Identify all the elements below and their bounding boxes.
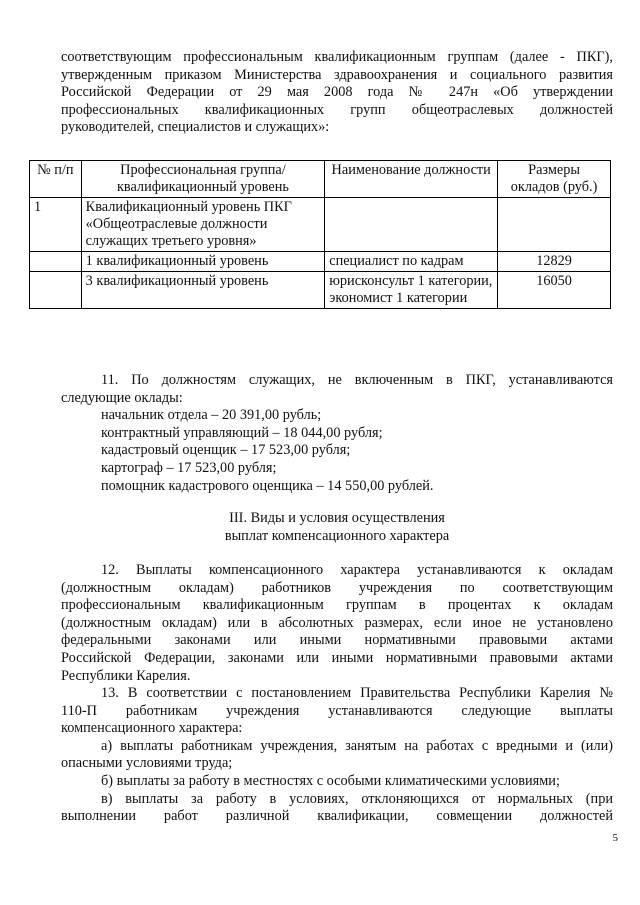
text-line: 11. По должностям служащих, не включенным в ПКГ, устанавливаются [101, 372, 613, 388]
text-line: соответствующим профессиональным квалификационным группам (далее - ПКГ), [61, 49, 613, 65]
section-heading-line: выплат компенсационного характера [224, 528, 450, 544]
cell-num [30, 252, 82, 272]
header-group: Профессиональная группа/ квалификационный уровень [81, 161, 325, 198]
text-line: следующие оклады: [61, 389, 183, 406]
table-row [30, 272, 611, 309]
text-line: б) выплаты за работу в местностях с особыми климатическими условиями; [101, 772, 560, 789]
text-line: профессиональным квалификационным группам в процентах к окладам [61, 597, 613, 614]
list-item: картограф – 17 523,00 рубля; [101, 459, 277, 476]
text-line: Российской Федерации от 29 мая 2008 года № 247н «Об утверждении [61, 84, 613, 101]
text-line: опасными условиями труда; [61, 755, 233, 772]
table-row [30, 252, 611, 272]
paragraph-13 [61, 685, 613, 826]
header-position: Наименование должности [325, 161, 498, 198]
salary-table [29, 160, 611, 309]
text-line: в) выплаты за работу в условиях, отклоняющихся от нормальных (при [101, 790, 613, 807]
header-salary: Размеры окладов (руб.) [498, 161, 611, 198]
section-heading [61, 509, 613, 545]
text-line: федеральными законами или иными нормативными правовыми актами [61, 632, 613, 649]
list-item: начальник отдела – 20 391,00 рубль; [101, 407, 322, 424]
cell-salary: 16050 [498, 272, 611, 309]
cell-group: 1 квалификационный уровень [81, 252, 325, 272]
section-heading-line: III. Виды и условия осуществления [229, 510, 445, 526]
page-number: 5 [612, 832, 618, 844]
table-header-row [30, 161, 611, 198]
text-line: 13. В соответствии с постановлением Правительства Республики Карелия № [101, 685, 613, 701]
salary-list [61, 407, 613, 495]
cell-position [325, 198, 498, 252]
list-item: помощник кадастрового оценщика – 14 550,00 рублей. [101, 477, 434, 494]
cell-salary [498, 198, 611, 252]
table-row [30, 198, 611, 252]
cell-position: специалист по кадрам [325, 252, 498, 272]
cell-salary: 12829 [498, 252, 611, 272]
header-num: № п/п [30, 161, 82, 198]
text-line: 12. Выплаты компенсационного характера устанавливаются к окладам [101, 562, 613, 578]
text-line: (должностным окладам) работников учреждения по соответствующим [61, 579, 613, 596]
list-item: контрактный управляющий – 18 044,00 рубля; [101, 424, 383, 441]
text-line: утвержденным приказом Министерства здравоохранения и социального развития [61, 66, 613, 83]
text-line: Республики Карелия. [61, 667, 191, 684]
text-line: 110-П работникам учреждения устанавливаются следующие выплаты [61, 702, 613, 719]
paragraph-12 [61, 562, 613, 685]
text-line: Российской Федерации, законами или иными нормативными правовыми актами [61, 649, 613, 666]
cell-num [30, 272, 82, 309]
intro-paragraph [61, 49, 613, 137]
cell-group: 3 квалификационный уровень [81, 272, 325, 309]
text-line: а) выплаты работникам учреждения, занятым на работах с вредными и (или) [101, 737, 613, 754]
cell-group: Квалификационный уровень ПКГ «Общеотраслевые должности служащих третьего уровня» [81, 198, 325, 252]
text-line: профессиональных квалификационных групп общеотраслевых должностей [61, 101, 613, 118]
list-item: кадастровый оценщик – 17 523,00 рубля; [101, 442, 351, 459]
text-line: выполнении работ различной квалификации, совмещении должностей [61, 808, 613, 825]
paragraph-11 [61, 372, 613, 495]
text-line: руководителей, специалистов и служащих»: [61, 119, 330, 136]
text-line: компенсационного характера: [61, 720, 243, 737]
cell-num: 1 [30, 198, 82, 252]
cell-position: юрисконсульт 1 категории, экономист 1 категории [325, 272, 498, 309]
text-line: (должностным окладам) или в абсолютных размерах, если иное не установлено [61, 614, 613, 631]
